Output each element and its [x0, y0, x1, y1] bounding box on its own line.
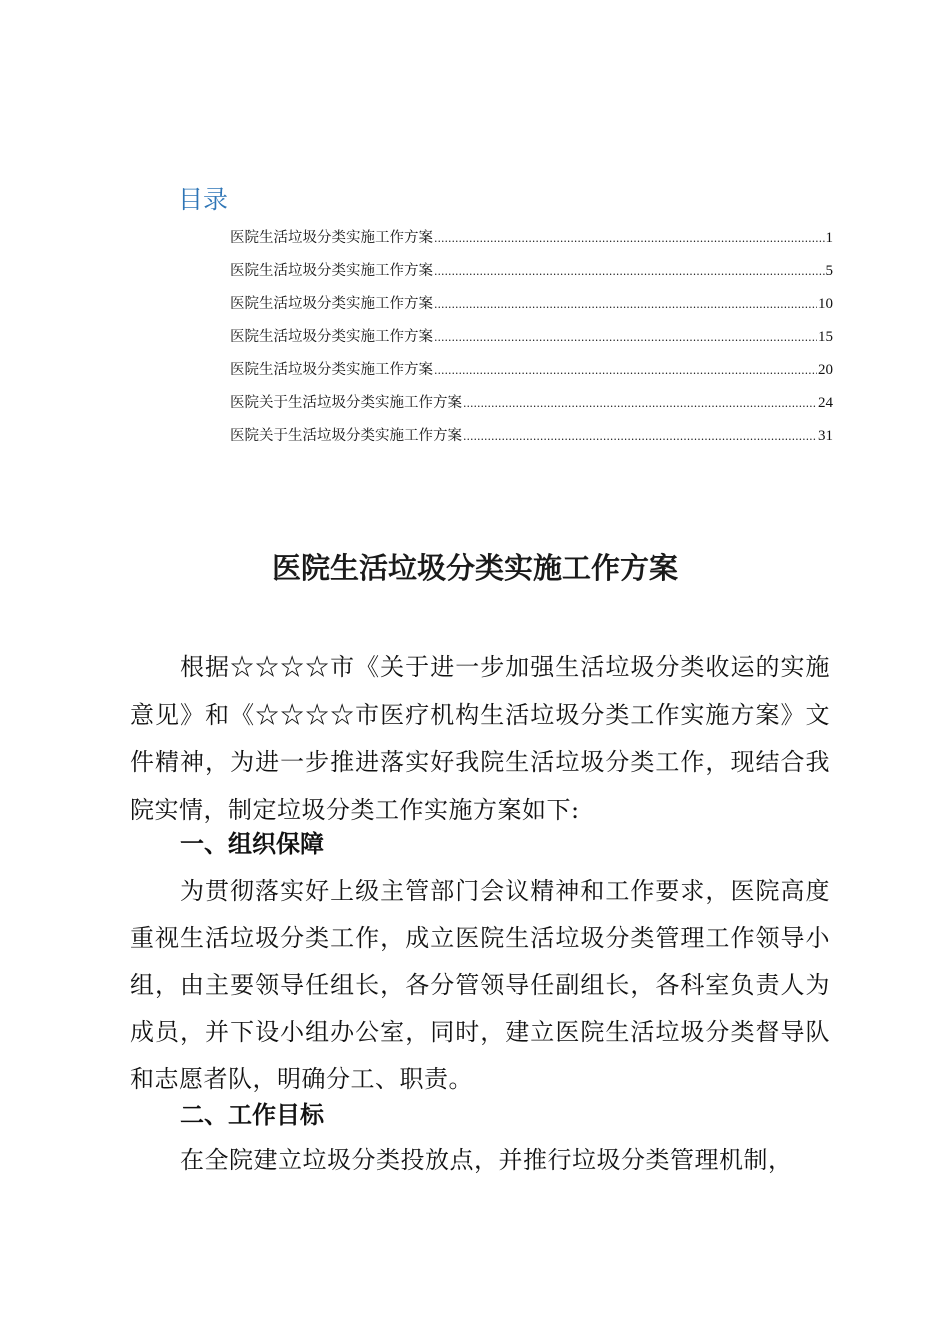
section-heading-goals: 二、工作目标: [180, 1101, 324, 1129]
toc-dot-leader: [463, 430, 817, 443]
toc-entry-title: 医院生活垃圾分类实施工作方案: [230, 329, 433, 345]
toc-entry-title: 医院关于生活垃圾分类实施工作方案: [230, 428, 462, 444]
toc-entry-title: 医院生活垃圾分类实施工作方案: [230, 230, 433, 246]
toc-entry-page: 10: [818, 296, 833, 312]
intro-paragraph: 根据☆☆☆☆市《关于进一步加强生活垃圾分类收运的实施意见》和《☆☆☆☆市医疗机构生活垃圾分类工作实施方案》文件精神，为进一步推进落实好我院生活垃圾分类工作，现结合我院实情，制定垃圾分类工作实施方案如下:: [130, 653, 830, 824]
toc-entry[interactable]: [230, 358, 833, 391]
toc-entry-page: 1: [825, 230, 833, 246]
section-paragraph-goals: 在全院建立垃圾分类投放点，并推行垃圾分类管理机制，: [180, 1146, 793, 1174]
toc-dot-leader: [434, 298, 817, 311]
toc-dot-leader: [434, 232, 825, 245]
toc-dot-leader: [434, 265, 825, 278]
toc-heading: 目录: [178, 185, 229, 214]
toc-entry-page: 5: [825, 263, 833, 279]
toc-list: [230, 226, 833, 457]
document-title: 医院生活垃圾分类实施工作方案: [271, 551, 678, 585]
toc-entry-page: 20: [818, 362, 833, 378]
toc-entry[interactable]: [230, 226, 833, 259]
toc-entry[interactable]: [230, 424, 833, 457]
toc-dot-leader: [434, 331, 817, 344]
toc-entry-title: 医院生活垃圾分类实施工作方案: [230, 362, 433, 378]
toc-entry-title: 医院生活垃圾分类实施工作方案: [230, 263, 433, 279]
toc-entry-title: 医院生活垃圾分类实施工作方案: [230, 296, 433, 312]
toc-entry-title: 医院关于生活垃圾分类实施工作方案: [230, 395, 462, 411]
toc-entry-page: 24: [818, 395, 833, 411]
toc-entry[interactable]: [230, 259, 833, 292]
toc-entry[interactable]: [230, 391, 833, 424]
toc-dot-leader: [434, 364, 817, 377]
toc-dot-leader: [463, 397, 817, 410]
toc-entry-page: 15: [818, 329, 833, 345]
section-heading-organization: 一、组织保障: [180, 830, 324, 858]
toc-entry[interactable]: [230, 292, 833, 325]
toc-entry-page: 31: [818, 428, 833, 444]
toc-entry[interactable]: [230, 325, 833, 358]
section-paragraph-organization: 为贯彻落实好上级主管部门会议精神和工作要求，医院高度重视生活垃圾分类工作，成立医院生活垃圾分类管理工作领导小组，由主要领导任组长，各分管领导任副组长，各科室负责人为成员，并下设小组办公室，同时，建立医院生活垃圾分类督导队和志愿者队，明确分工、职责。: [130, 877, 830, 1093]
